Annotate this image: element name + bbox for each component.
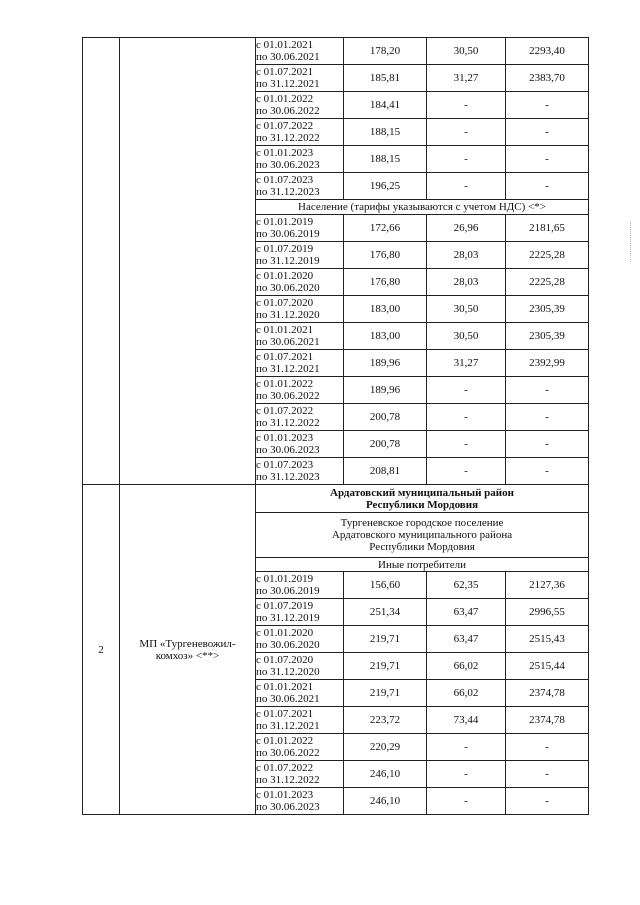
- period-cell: [256, 296, 344, 323]
- value-col-2: 28,03: [427, 269, 506, 296]
- period-cell: [256, 377, 344, 404]
- value-col-2: 63,47: [427, 626, 506, 653]
- entry-2-organization: [120, 485, 256, 815]
- period-cell: [256, 599, 344, 626]
- value-col-1: 246,10: [344, 761, 427, 788]
- period-to: по 31.12.2022: [256, 417, 320, 429]
- period-cell: [256, 38, 344, 65]
- period-to: по 30.06.2019: [256, 585, 320, 597]
- period-cell: [256, 119, 344, 146]
- value-col-1: 251,34: [344, 599, 427, 626]
- value-col-1: 176,80: [344, 269, 427, 296]
- value-col-3: 2127,36: [506, 572, 589, 599]
- locality-title-line: Тургеневское городское поселение: [340, 517, 504, 529]
- entry-1-number: [83, 38, 120, 485]
- value-col-3: 2181,65: [506, 215, 589, 242]
- value-col-3: -: [506, 146, 589, 173]
- population-header: [256, 200, 589, 215]
- table-row: [83, 38, 589, 65]
- period-cell: [256, 146, 344, 173]
- period-to: по 31.12.2022: [256, 132, 320, 144]
- value-col-3: -: [506, 761, 589, 788]
- value-col-2: -: [427, 404, 506, 431]
- value-col-2: 31,27: [427, 65, 506, 92]
- period-from: с 01.07.2023: [256, 174, 314, 186]
- period-to: по 30.06.2019: [256, 228, 320, 240]
- period-to: по 30.06.2022: [256, 747, 320, 759]
- value-col-3: 2383,70: [506, 65, 589, 92]
- value-col-2: -: [427, 119, 506, 146]
- value-col-3: 2374,78: [506, 707, 589, 734]
- value-col-2: 63,47: [427, 599, 506, 626]
- value-col-1: 219,71: [344, 626, 427, 653]
- entry-2-number: 2: [83, 485, 120, 815]
- period-from: с 01.01.2019: [256, 216, 314, 228]
- value-col-2: 30,50: [427, 296, 506, 323]
- locality-title-line: Республики Мордовия: [369, 541, 475, 553]
- value-col-1: 156,60: [344, 572, 427, 599]
- period-cell: [256, 680, 344, 707]
- period-cell: [256, 242, 344, 269]
- value-col-1: 176,80: [344, 242, 427, 269]
- value-col-3: 2305,39: [506, 296, 589, 323]
- value-col-3: -: [506, 734, 589, 761]
- period-cell: [256, 653, 344, 680]
- margin-mark: [630, 222, 632, 262]
- period-to: по 30.06.2023: [256, 444, 320, 456]
- region-title-line: Ардатовский муниципальный район: [330, 486, 514, 499]
- locality-title: [256, 513, 589, 558]
- value-col-3: 2515,43: [506, 626, 589, 653]
- value-col-2: -: [427, 458, 506, 485]
- period-from: с 01.01.2020: [256, 270, 314, 282]
- value-col-3: -: [506, 377, 589, 404]
- value-col-1: 220,29: [344, 734, 427, 761]
- value-col-3: 2293,40: [506, 38, 589, 65]
- value-col-3: -: [506, 173, 589, 200]
- value-col-2: -: [427, 377, 506, 404]
- period-from: с 01.01.2023: [256, 789, 314, 801]
- period-cell: [256, 734, 344, 761]
- value-col-2: 31,27: [427, 350, 506, 377]
- period-cell: [256, 215, 344, 242]
- period-from: с 01.01.2022: [256, 378, 314, 390]
- value-col-3: 2225,28: [506, 269, 589, 296]
- value-col-1: 183,00: [344, 296, 427, 323]
- value-col-1: 200,78: [344, 404, 427, 431]
- period-from: с 01.01.2019: [256, 573, 314, 585]
- period-to: по 30.06.2021: [256, 336, 320, 348]
- value-col-1: 189,96: [344, 350, 427, 377]
- period-from: с 01.07.2022: [256, 405, 314, 417]
- value-col-1: 246,10: [344, 788, 427, 815]
- period-from: с 01.01.2020: [256, 627, 314, 639]
- consumer-group: [256, 558, 589, 572]
- period-from: с 01.07.2021: [256, 351, 314, 363]
- period-cell: [256, 626, 344, 653]
- period-to: по 30.06.2023: [256, 801, 320, 813]
- period-cell: [256, 173, 344, 200]
- value-col-1: 184,41: [344, 92, 427, 119]
- period-from: с 01.01.2021: [256, 324, 314, 336]
- value-col-3: -: [506, 788, 589, 815]
- period-to: по 31.12.2023: [256, 186, 320, 198]
- value-col-2: 73,44: [427, 707, 506, 734]
- period-from: с 01.07.2023: [256, 459, 314, 471]
- period-cell: [256, 269, 344, 296]
- period-cell: [256, 323, 344, 350]
- period-from: с 01.01.2022: [256, 93, 314, 105]
- period-cell: [256, 350, 344, 377]
- value-col-2: 66,02: [427, 653, 506, 680]
- value-col-3: -: [506, 119, 589, 146]
- value-col-1: 188,15: [344, 119, 427, 146]
- period-cell: [256, 404, 344, 431]
- period-to: по 30.06.2021: [256, 693, 320, 705]
- organization-line: МП «Тургеневожил-: [139, 637, 236, 650]
- value-col-2: 28,03: [427, 242, 506, 269]
- period-to: по 31.12.2021: [256, 720, 320, 732]
- value-col-3: 2374,78: [506, 680, 589, 707]
- value-col-1: 172,66: [344, 215, 427, 242]
- period-from: с 01.01.2023: [256, 432, 314, 444]
- value-col-3: -: [506, 404, 589, 431]
- value-col-1: 219,71: [344, 653, 427, 680]
- region-title: [256, 485, 589, 513]
- period-cell: [256, 92, 344, 119]
- period-from: с 01.07.2021: [256, 66, 314, 78]
- value-col-3: 2392,99: [506, 350, 589, 377]
- period-cell: [256, 431, 344, 458]
- period-to: по 31.12.2020: [256, 309, 320, 321]
- period-to: по 30.06.2020: [256, 282, 320, 294]
- period-cell: [256, 65, 344, 92]
- value-col-1: 196,25: [344, 173, 427, 200]
- period-to: по 31.12.2019: [256, 612, 320, 624]
- period-from: с 01.07.2022: [256, 120, 314, 132]
- period-from: с 01.07.2019: [256, 243, 314, 255]
- value-col-1: 219,71: [344, 680, 427, 707]
- value-col-1: 183,00: [344, 323, 427, 350]
- period-cell: [256, 458, 344, 485]
- tariff-table: [82, 37, 589, 815]
- period-to: по 31.12.2023: [256, 471, 320, 483]
- value-col-3: 2515,44: [506, 653, 589, 680]
- region-title-line: Республики Мордовия: [365, 498, 479, 511]
- value-col-1: 223,72: [344, 707, 427, 734]
- consumer-group-line: Иные потребители: [378, 558, 466, 571]
- period-from: с 01.07.2019: [256, 600, 314, 612]
- value-col-2: -: [427, 734, 506, 761]
- period-cell: [256, 761, 344, 788]
- value-col-2: -: [427, 173, 506, 200]
- period-to: по 31.12.2021: [256, 363, 320, 375]
- value-col-2: 66,02: [427, 680, 506, 707]
- period-to: по 30.06.2020: [256, 639, 320, 651]
- value-col-2: -: [427, 431, 506, 458]
- value-col-1: 208,81: [344, 458, 427, 485]
- period-from: с 01.07.2021: [256, 708, 314, 720]
- organization-line: комхоз» <**>: [155, 649, 220, 662]
- period-to: по 31.12.2022: [256, 774, 320, 786]
- value-col-2: 62,35: [427, 572, 506, 599]
- value-col-2: 26,96: [427, 215, 506, 242]
- period-from: с 01.01.2021: [256, 39, 314, 51]
- period-cell: [256, 707, 344, 734]
- value-col-2: 30,50: [427, 38, 506, 65]
- value-col-3: 2996,55: [506, 599, 589, 626]
- value-col-1: 178,20: [344, 38, 427, 65]
- period-cell: [256, 572, 344, 599]
- value-col-3: 2305,39: [506, 323, 589, 350]
- period-from: с 01.01.2022: [256, 735, 314, 747]
- value-col-2: 30,50: [427, 323, 506, 350]
- value-col-3: -: [506, 431, 589, 458]
- period-to: по 31.12.2021: [256, 78, 320, 90]
- period-from: с 01.07.2022: [256, 762, 314, 774]
- period-to: по 30.06.2021: [256, 51, 320, 63]
- value-col-1: 188,15: [344, 146, 427, 173]
- period-to: по 31.12.2019: [256, 255, 320, 267]
- period-from: с 01.01.2023: [256, 147, 314, 159]
- value-col-2: -: [427, 92, 506, 119]
- value-col-2: -: [427, 146, 506, 173]
- value-col-1: 185,81: [344, 65, 427, 92]
- value-col-1: 200,78: [344, 431, 427, 458]
- period-to: по 31.12.2020: [256, 666, 320, 678]
- period-cell: [256, 788, 344, 815]
- tariff-table-body: [83, 38, 589, 815]
- period-from: с 01.07.2020: [256, 297, 314, 309]
- value-col-3: 2225,28: [506, 242, 589, 269]
- period-to: по 30.06.2023: [256, 159, 320, 171]
- period-from: с 01.01.2021: [256, 681, 314, 693]
- value-col-1: 189,96: [344, 377, 427, 404]
- value-col-3: -: [506, 458, 589, 485]
- period-from: с 01.07.2020: [256, 654, 314, 666]
- value-col-3: -: [506, 92, 589, 119]
- period-to: по 30.06.2022: [256, 390, 320, 402]
- period-to: по 30.06.2022: [256, 105, 320, 117]
- entry-1-organization: [120, 38, 256, 485]
- region-row: [83, 485, 589, 513]
- value-col-2: -: [427, 761, 506, 788]
- value-col-2: -: [427, 788, 506, 815]
- locality-title-line: Ардатовского муниципального района: [331, 529, 513, 541]
- population-header-line: Население (тарифы указываются с учетом НДС) <*>: [298, 201, 546, 213]
